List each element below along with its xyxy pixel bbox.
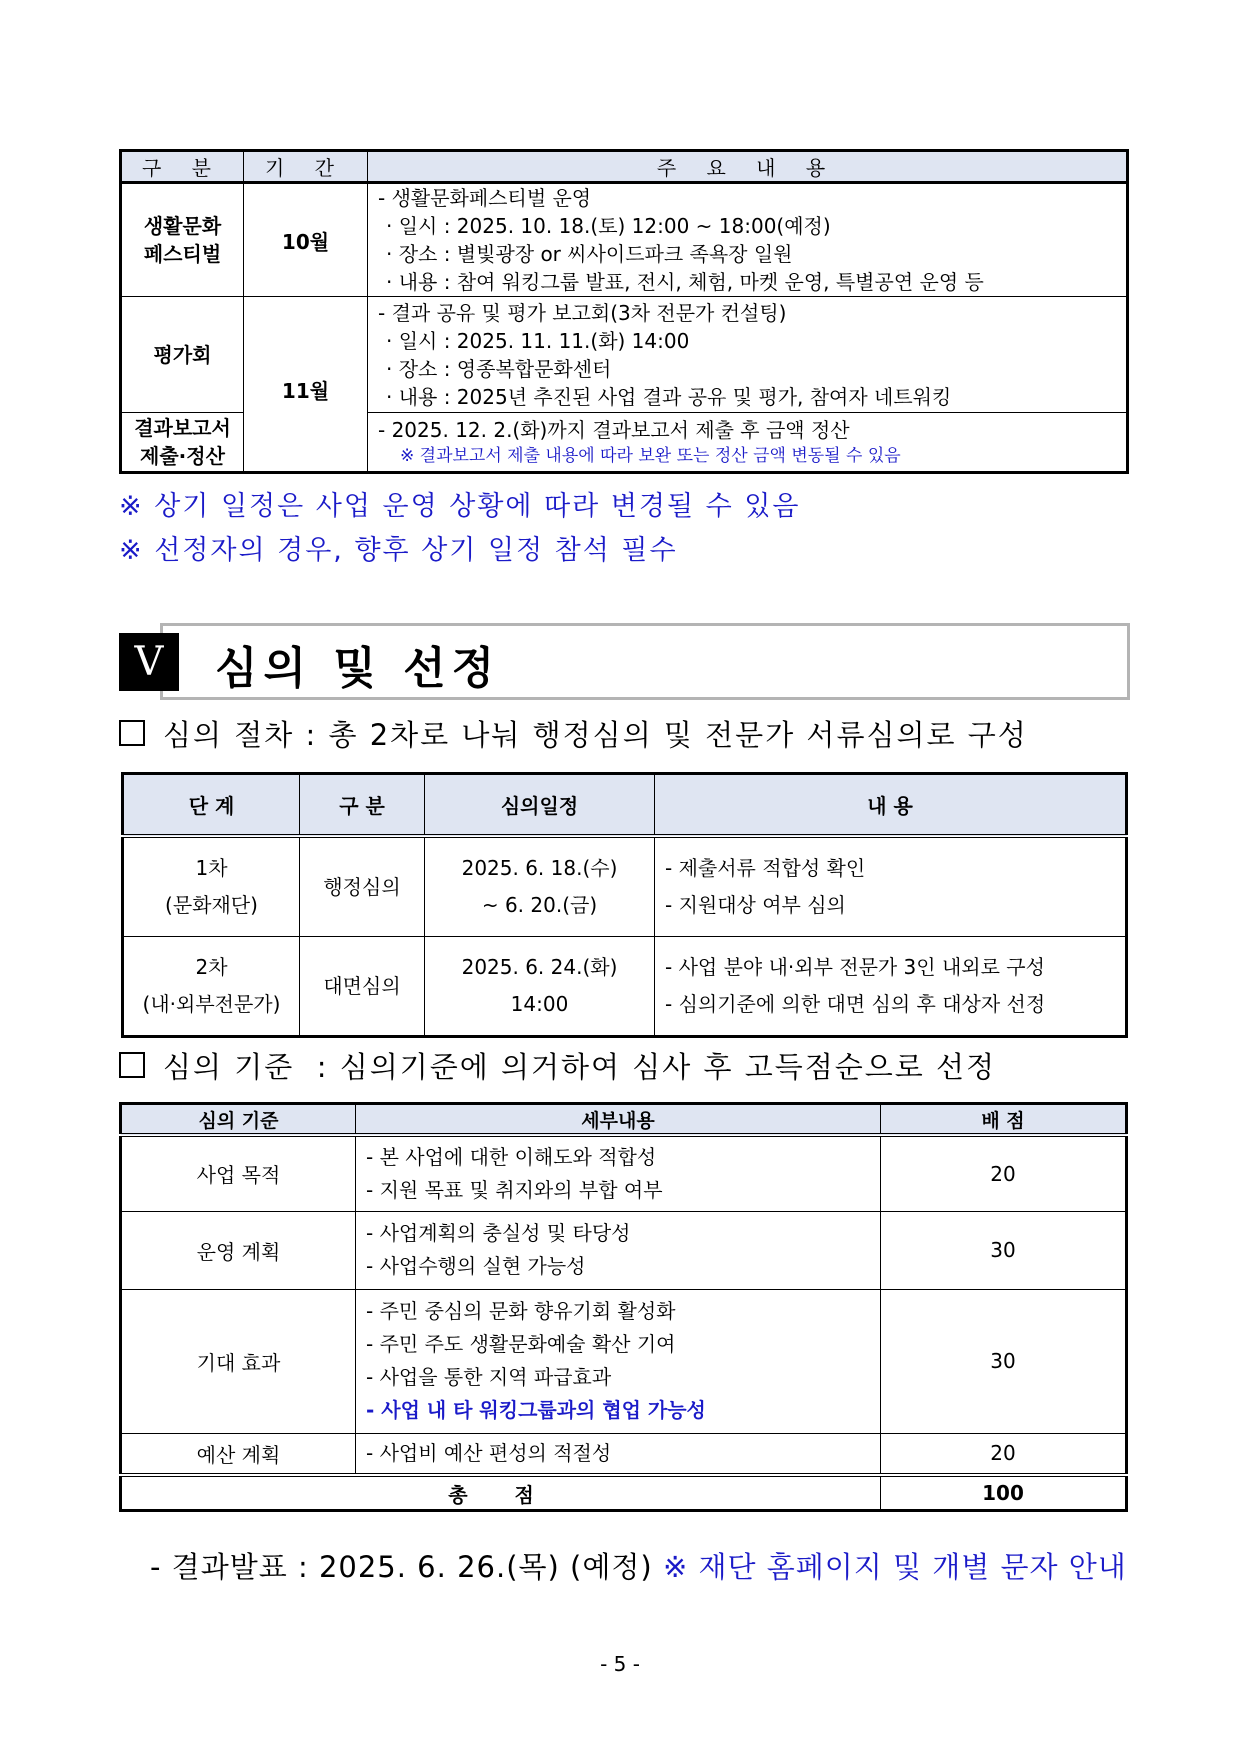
criteria-details [356, 1433, 881, 1475]
criteria-name: 운영 계획 [121, 1211, 356, 1289]
schedule-header-content: 주 요 내 용 [368, 151, 1128, 183]
procedure-type: 행정심의 [300, 836, 425, 937]
content-line: - 지원대상 여부 심의 [665, 893, 846, 917]
section-title: 심의 및 선정 [215, 643, 501, 694]
stage-line: 1차 [195, 856, 228, 880]
procedure-date [425, 836, 655, 937]
date-line: 2025. 6. 18.(수) [461, 856, 618, 880]
detail-line: - 지원 목표 및 취지와의 부합 여부 [366, 1177, 663, 1202]
table-row [121, 1433, 1127, 1475]
square-bullet-icon [119, 1052, 145, 1078]
procedure-header-content: 내 용 [655, 774, 1127, 837]
procedure-table [121, 772, 1128, 1038]
table-row [121, 1135, 1127, 1211]
schedule-header-category: 구 분 [121, 151, 244, 183]
stage-line: (내·외부전문가) [142, 992, 281, 1016]
criteria-details [356, 1135, 881, 1211]
criteria-score: 30 [881, 1289, 1127, 1433]
date-line: 14:00 [510, 992, 569, 1016]
schedule-note-1: ※ 상기 일정은 사업 운영 상황에 따라 변경될 수 있음 [119, 491, 801, 522]
procedure-stage [123, 836, 300, 937]
table-row [123, 937, 1127, 1037]
content-line: · 장소 : 별빛광장 or 씨사이드파크 족욕장 일원 [386, 242, 793, 266]
schedule-category [121, 413, 244, 473]
total-row [121, 1475, 1127, 1511]
detail-line: - 사업수행의 실현 가능성 [366, 1254, 586, 1278]
criteria-name: 사업 목적 [121, 1135, 356, 1211]
content-line: · 일시 : 2025. 10. 18.(토) 12:00 ~ 18:00(예정) [386, 214, 831, 238]
procedure-date [425, 937, 655, 1037]
procedure-header-date: 심의일정 [425, 774, 655, 837]
schedule-period: 10월 [244, 183, 368, 297]
criteria-name: 예산 계획 [121, 1433, 356, 1475]
detail-line: - 주민 중심의 문화 향유기회 활성화 [366, 1299, 676, 1323]
procedure-type: 대면심의 [300, 937, 425, 1037]
criteria-heading [119, 1045, 996, 1086]
schedule-content [368, 183, 1128, 297]
criteria-details [356, 1289, 881, 1433]
procedure-content [655, 836, 1127, 937]
criteria-header-name: 심의 기준 [121, 1104, 356, 1136]
schedule-note-2: ※ 선정자의 경우, 향후 상기 일정 참석 필수 [119, 535, 678, 566]
detail-line: - 사업을 통한 지역 파급효과 [366, 1365, 612, 1389]
detail-line: - 사업비 예산 편성의 적절성 [366, 1440, 612, 1465]
table-row [123, 836, 1127, 937]
content-line: - 결과 공유 및 평가 보고회(3차 전문가 컨설팅) [378, 300, 787, 325]
category-line: 페스티벌 [143, 242, 222, 266]
category-line: 생활문화 [143, 214, 222, 238]
stage-line: 2차 [195, 955, 228, 979]
content-line: - 심의기준에 의한 대면 심의 후 대상자 선정 [665, 992, 1046, 1016]
procedure-header-stage: 단 계 [123, 774, 300, 837]
criteria-details [356, 1211, 881, 1289]
result-text: - 결과발표 : 2025. 6. 26.(목) (예정) [150, 1550, 653, 1584]
criteria-score: 30 [881, 1211, 1127, 1289]
page-number: - 5 - [600, 1652, 640, 1676]
schedule-category [121, 183, 244, 297]
procedure-content [655, 937, 1127, 1037]
schedule-period: 11월 [244, 297, 368, 473]
procedure-heading-text: 심의 절차 : 총 2차로 나눠 행정심의 및 전문가 서류심의로 구성 [163, 718, 1028, 752]
schedule-content [368, 297, 1128, 413]
content-line: - 제출서류 적합성 확인 [665, 856, 866, 880]
content-line: - 생활문화페스티벌 운영 [378, 186, 592, 210]
procedure-heading [119, 713, 1028, 754]
table-row [121, 1289, 1127, 1433]
schedule-note: ※ 결과보고서 제출 내용에 따라 보완 또는 정산 금액 변동될 수 있음 [400, 446, 901, 466]
table-row [121, 1211, 1127, 1289]
criteria-score: 20 [881, 1135, 1127, 1211]
schedule-category: 평가회 [121, 297, 244, 413]
schedule-table [119, 149, 1129, 474]
procedure-header-type: 구 분 [300, 774, 425, 837]
detail-line: - 본 사업에 대한 이해도와 적합성 [366, 1144, 657, 1169]
square-bullet-icon [119, 720, 145, 746]
detail-line-highlight: - 사업 내 타 워킹그룹과의 협업 가능성 [366, 1398, 706, 1422]
section-number: Ⅴ [119, 633, 179, 691]
date-line: 2025. 6. 24.(화) [461, 955, 618, 979]
total-label: 총 점 [121, 1475, 881, 1511]
category-line: 결과보고서 [134, 416, 231, 440]
stage-line: (문화재단) [165, 893, 258, 917]
content-line: · 장소 : 영종복합문화센터 [386, 356, 612, 381]
criteria-score: 20 [881, 1433, 1127, 1475]
content-line: - 사업 분야 내·외부 전문가 3인 내외로 구성 [665, 955, 1045, 979]
criteria-header-score: 배 점 [881, 1104, 1127, 1136]
date-line: ~ 6. 20.(금) [481, 893, 598, 917]
detail-line: - 사업계획의 충실성 및 타당성 [366, 1221, 631, 1245]
criteria-header-details: 세부내용 [356, 1104, 881, 1136]
category-line: 제출·정산 [140, 444, 225, 468]
content-line: - 2025. 12. 2.(화)까지 결과보고서 제출 후 금액 정산 [378, 418, 850, 442]
schedule-header-period: 기 간 [244, 151, 368, 183]
procedure-stage [123, 937, 300, 1037]
total-score: 100 [881, 1475, 1127, 1511]
content-line: · 일시 : 2025. 11. 11.(화) 14:00 [386, 328, 690, 353]
result-announcement [150, 1545, 1127, 1586]
result-note: ※ 재단 홈페이지 및 개별 문자 안내 [662, 1550, 1127, 1584]
detail-line: - 주민 주도 생활문화예술 확산 기여 [366, 1332, 676, 1356]
criteria-table [119, 1102, 1128, 1512]
content-line: · 내용 : 2025년 추진된 사업 결과 공유 및 평가, 참여자 네트워킹 [386, 384, 952, 409]
content-line: · 내용 : 참여 워킹그룹 발표, 전시, 체험, 마켓 운영, 특별공연 운영 등 [386, 270, 984, 294]
schedule-content [368, 413, 1128, 473]
criteria-name: 기대 효과 [121, 1289, 356, 1433]
criteria-heading-text: 심의 기준 : 심의기준에 의거하여 심사 후 고득점순으로 선정 [163, 1050, 997, 1084]
